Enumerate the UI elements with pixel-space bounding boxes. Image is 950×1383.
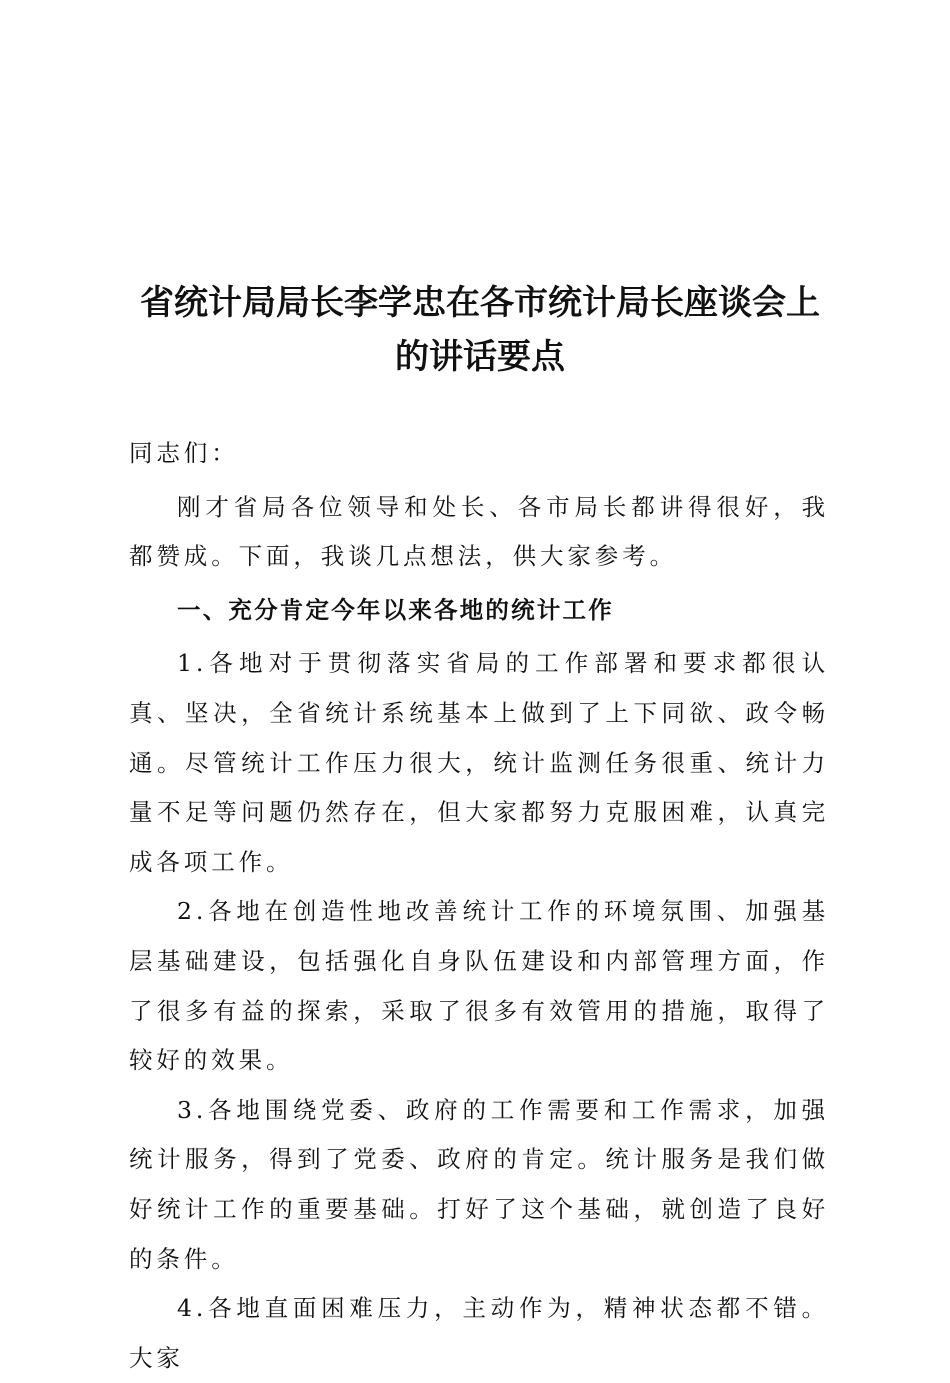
point-2-paragraph: 2.各地在创造性地改善统计工作的环境氛围、加强基层基础建设，包括强化自身队伍建设和内部管理方面，作了很多有益的探索，采取了很多有效管用的措施，取得了较好的效果。 xyxy=(129,897,829,1075)
salutation: 同志们： xyxy=(129,439,239,467)
point-3-paragraph: 3.各地围绕党委、政府的工作需要和工作需求，加强统计服务，得到了党委、政府的肯定。统计服务是我们做好统计工作的重要基础。打好了这个基础，就创造了良好的条件。 xyxy=(129,1095,829,1273)
section-1-heading: 一、充分肯定今年以来各地的统计工作 xyxy=(177,595,614,624)
intro-paragraph: 刚才省局各位领导和处长、各市局长都讲得很好，我都赞成。下面，我谈几点想法，供大家参考。 xyxy=(129,492,829,571)
title-line-1: 省统计局局长李学忠在各市统计局长座谈会上 xyxy=(140,283,820,323)
point-4-paragraph: 4.各地直面困难压力，主动作为，精神状态都不错。大家 xyxy=(129,1294,829,1372)
document-title xyxy=(120,276,840,384)
point-1-paragraph: 1.各地对于贯彻落实省局的工作部署和要求都很认真、坚决，全省统计系统基本上做到了上下同欲、政令畅通。尽管统计工作压力很大，统计监测任务很重、统计力量不足等问题仍然存在，但大家都努力克服困难，认真完成各项工作。 xyxy=(129,649,829,876)
title-line-2: 的讲话要点 xyxy=(395,337,565,377)
document-body xyxy=(129,429,829,1383)
